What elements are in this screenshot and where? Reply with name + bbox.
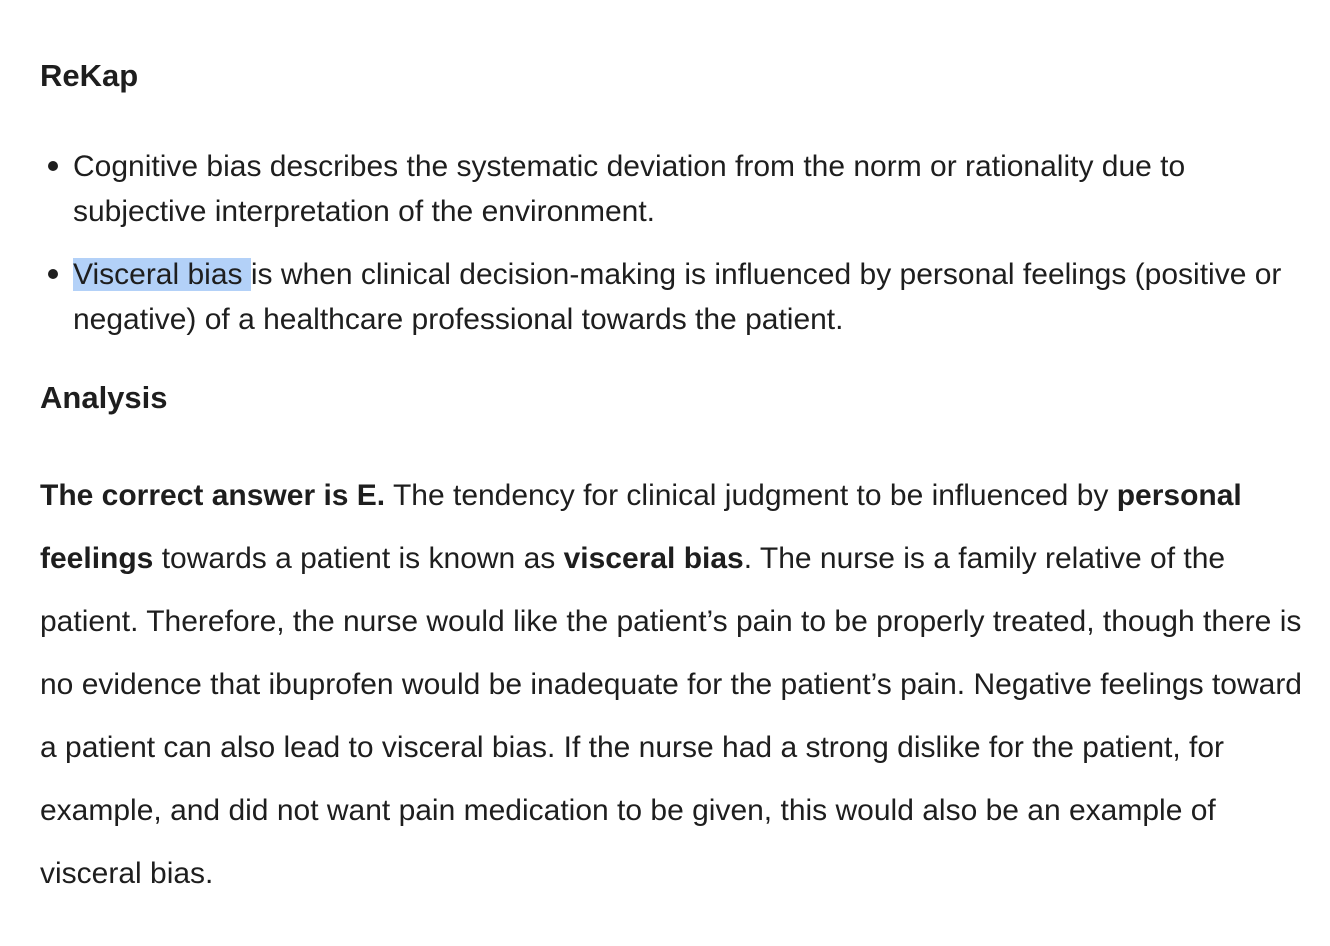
bold-text: visceral bias <box>563 542 744 575</box>
bold-text: personal feelings <box>40 479 1242 575</box>
list-item: Visceral bias is when clinical decision-making is influenced by personal feelings (positive or negative) of a healthcare professional towards the patient. <box>40 252 1312 342</box>
analysis-paragraph: The correct answer is E. The tendency for clinical judgment to be influenced by personal feelings towards a patient is known as visceral bias. The nurse is a family relative of the patient. Therefore, the nurse would like the patient’s pain to be properly treated, though there is no evidence that ibuprofen would be inadequate for the patient’s pain. Negative feelings toward a patient can also lead to visceral bias. If the nurse had a strong dislike for the patient, for example, and did not want pain medication to be given, this would also be an example of visceral bias. <box>40 479 1302 890</box>
analysis-heading: Analysis <box>40 380 168 415</box>
highlighted-text: Visceral bias <box>73 258 251 291</box>
rekap-bullet-list <box>40 144 1312 342</box>
list-item: Cognitive bias describes the systematic deviation from the norm or rationality due to subjective interpretation of the environment. <box>40 144 1312 234</box>
rekap-heading: ReKap <box>40 58 139 93</box>
bold-text: The correct answer is E. <box>40 479 386 512</box>
